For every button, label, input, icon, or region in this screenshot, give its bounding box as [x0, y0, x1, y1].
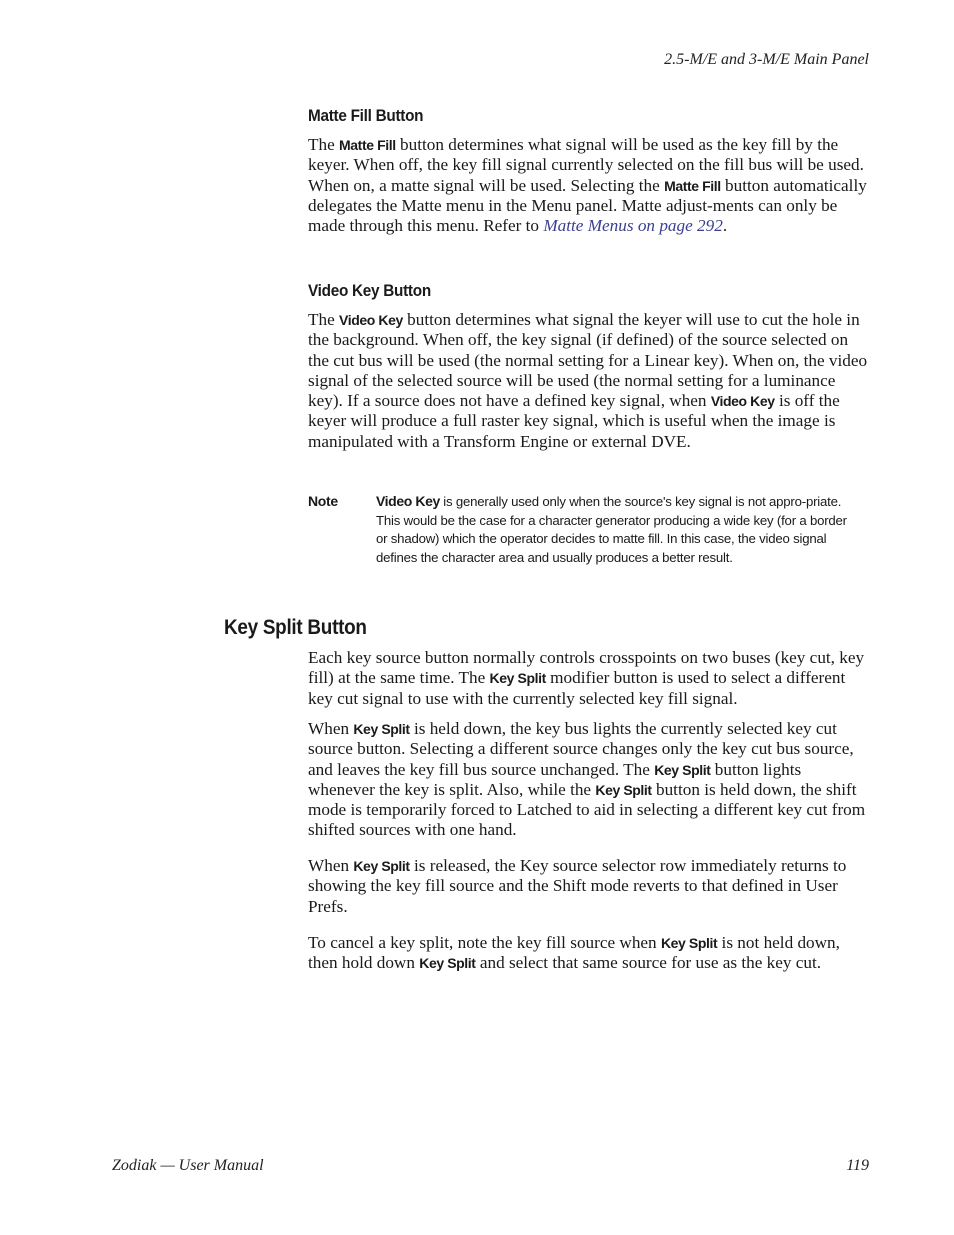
section-heading-video-key: Video Key Button	[308, 281, 431, 300]
paragraph-video-key: The Video Key button determines what signal the keyer will use to cut the hole in the background. When off, the key signal (if defined) of the source selected on the cut bus will be used (the normal setting for a Linear key). When on, the video signal of the selected source will be used (the normal setting for a luminance key). If a source does not have a defined key signal, when Video Key is off the keyer will produce a full raster key signal, which is useful when the image is manipulated with a Transform Engine or external DVE.	[308, 310, 868, 451]
paragraph-key-split-2: When Key Split is held down, the key bus lights the currently selected key cut source button. Selecting a different source changes only the key cut bus source, and leaves the key fill bus source unchanged. The Key Split button lights whenever the key is split. Also, while the Key Split button is held down, the shift mode is temporarily forced to Latched to aid in selecting a different key cut from shifted sources with one hand.	[308, 719, 866, 840]
ui-term: Key Split	[595, 781, 652, 798]
ui-term: Key Split	[660, 935, 718, 951]
page-number: 119	[846, 1157, 869, 1174]
footer-title: Zodiak — User Manual	[112, 1157, 264, 1174]
ui-term: Key Split	[489, 670, 546, 687]
ui-term: Key Split	[419, 955, 476, 972]
cross-reference-link[interactable]: Matte Menus on page 292	[543, 216, 723, 236]
ui-term: Matte Fill	[664, 177, 721, 194]
paragraph-key-split-1: Each key source button normally controls crosspoints on two buses (key cut, key fill) at the same time. The Key Split modifier button is used to select a different key cut signal to use with the currently selected key fill signal.	[308, 648, 865, 708]
paragraph-key-split-4: To cancel a key split, note the key fill source when Key Split is not held down, then hold down Key Split and select that same source for use as the key cut.	[308, 933, 840, 973]
section-heading-key-split: Key Split Button	[224, 616, 367, 639]
paragraph-key-split-3: When Key Split is released, the Key source selector row immediately returns to showing the key fill source and the Shift mode reverts to that defined in User Prefs.	[308, 856, 847, 916]
running-head: 2.5-M/E and 3-M/E Main Panel	[664, 51, 869, 68]
ui-term: Video Key	[376, 493, 440, 509]
ui-term: Key Split	[654, 761, 711, 778]
ui-term: Video Key	[710, 393, 775, 410]
ui-term: Key Split	[353, 721, 410, 737]
note-text: Video Key is generally used only when the source's key signal is not appro-priate. This would be the case for a character generator producing a wide key (for a border or shadow) which the operator decides to matte fill. In this case, the video signal defines the character area and usually produces a better result.	[376, 493, 847, 565]
paragraph-matte-fill: The Matte Fill button determines what signal will be used as the key fill by the keyer. When off, the key fill signal currently selected on the fill bus will be used. When on, a matte signal will be used. Selecting the Matte Fill button automatically delegates the Matte menu in the Menu panel. Matte adjust-ments can only be made through this menu. Refer to Matte Menus on page 292.	[308, 135, 867, 236]
note-label: Note	[308, 493, 338, 509]
section-heading-matte-fill: Matte Fill Button	[308, 106, 424, 125]
ui-term: Matte Fill	[339, 137, 396, 153]
ui-term: Key Split	[353, 858, 410, 874]
ui-term: Video Key	[339, 312, 403, 328]
